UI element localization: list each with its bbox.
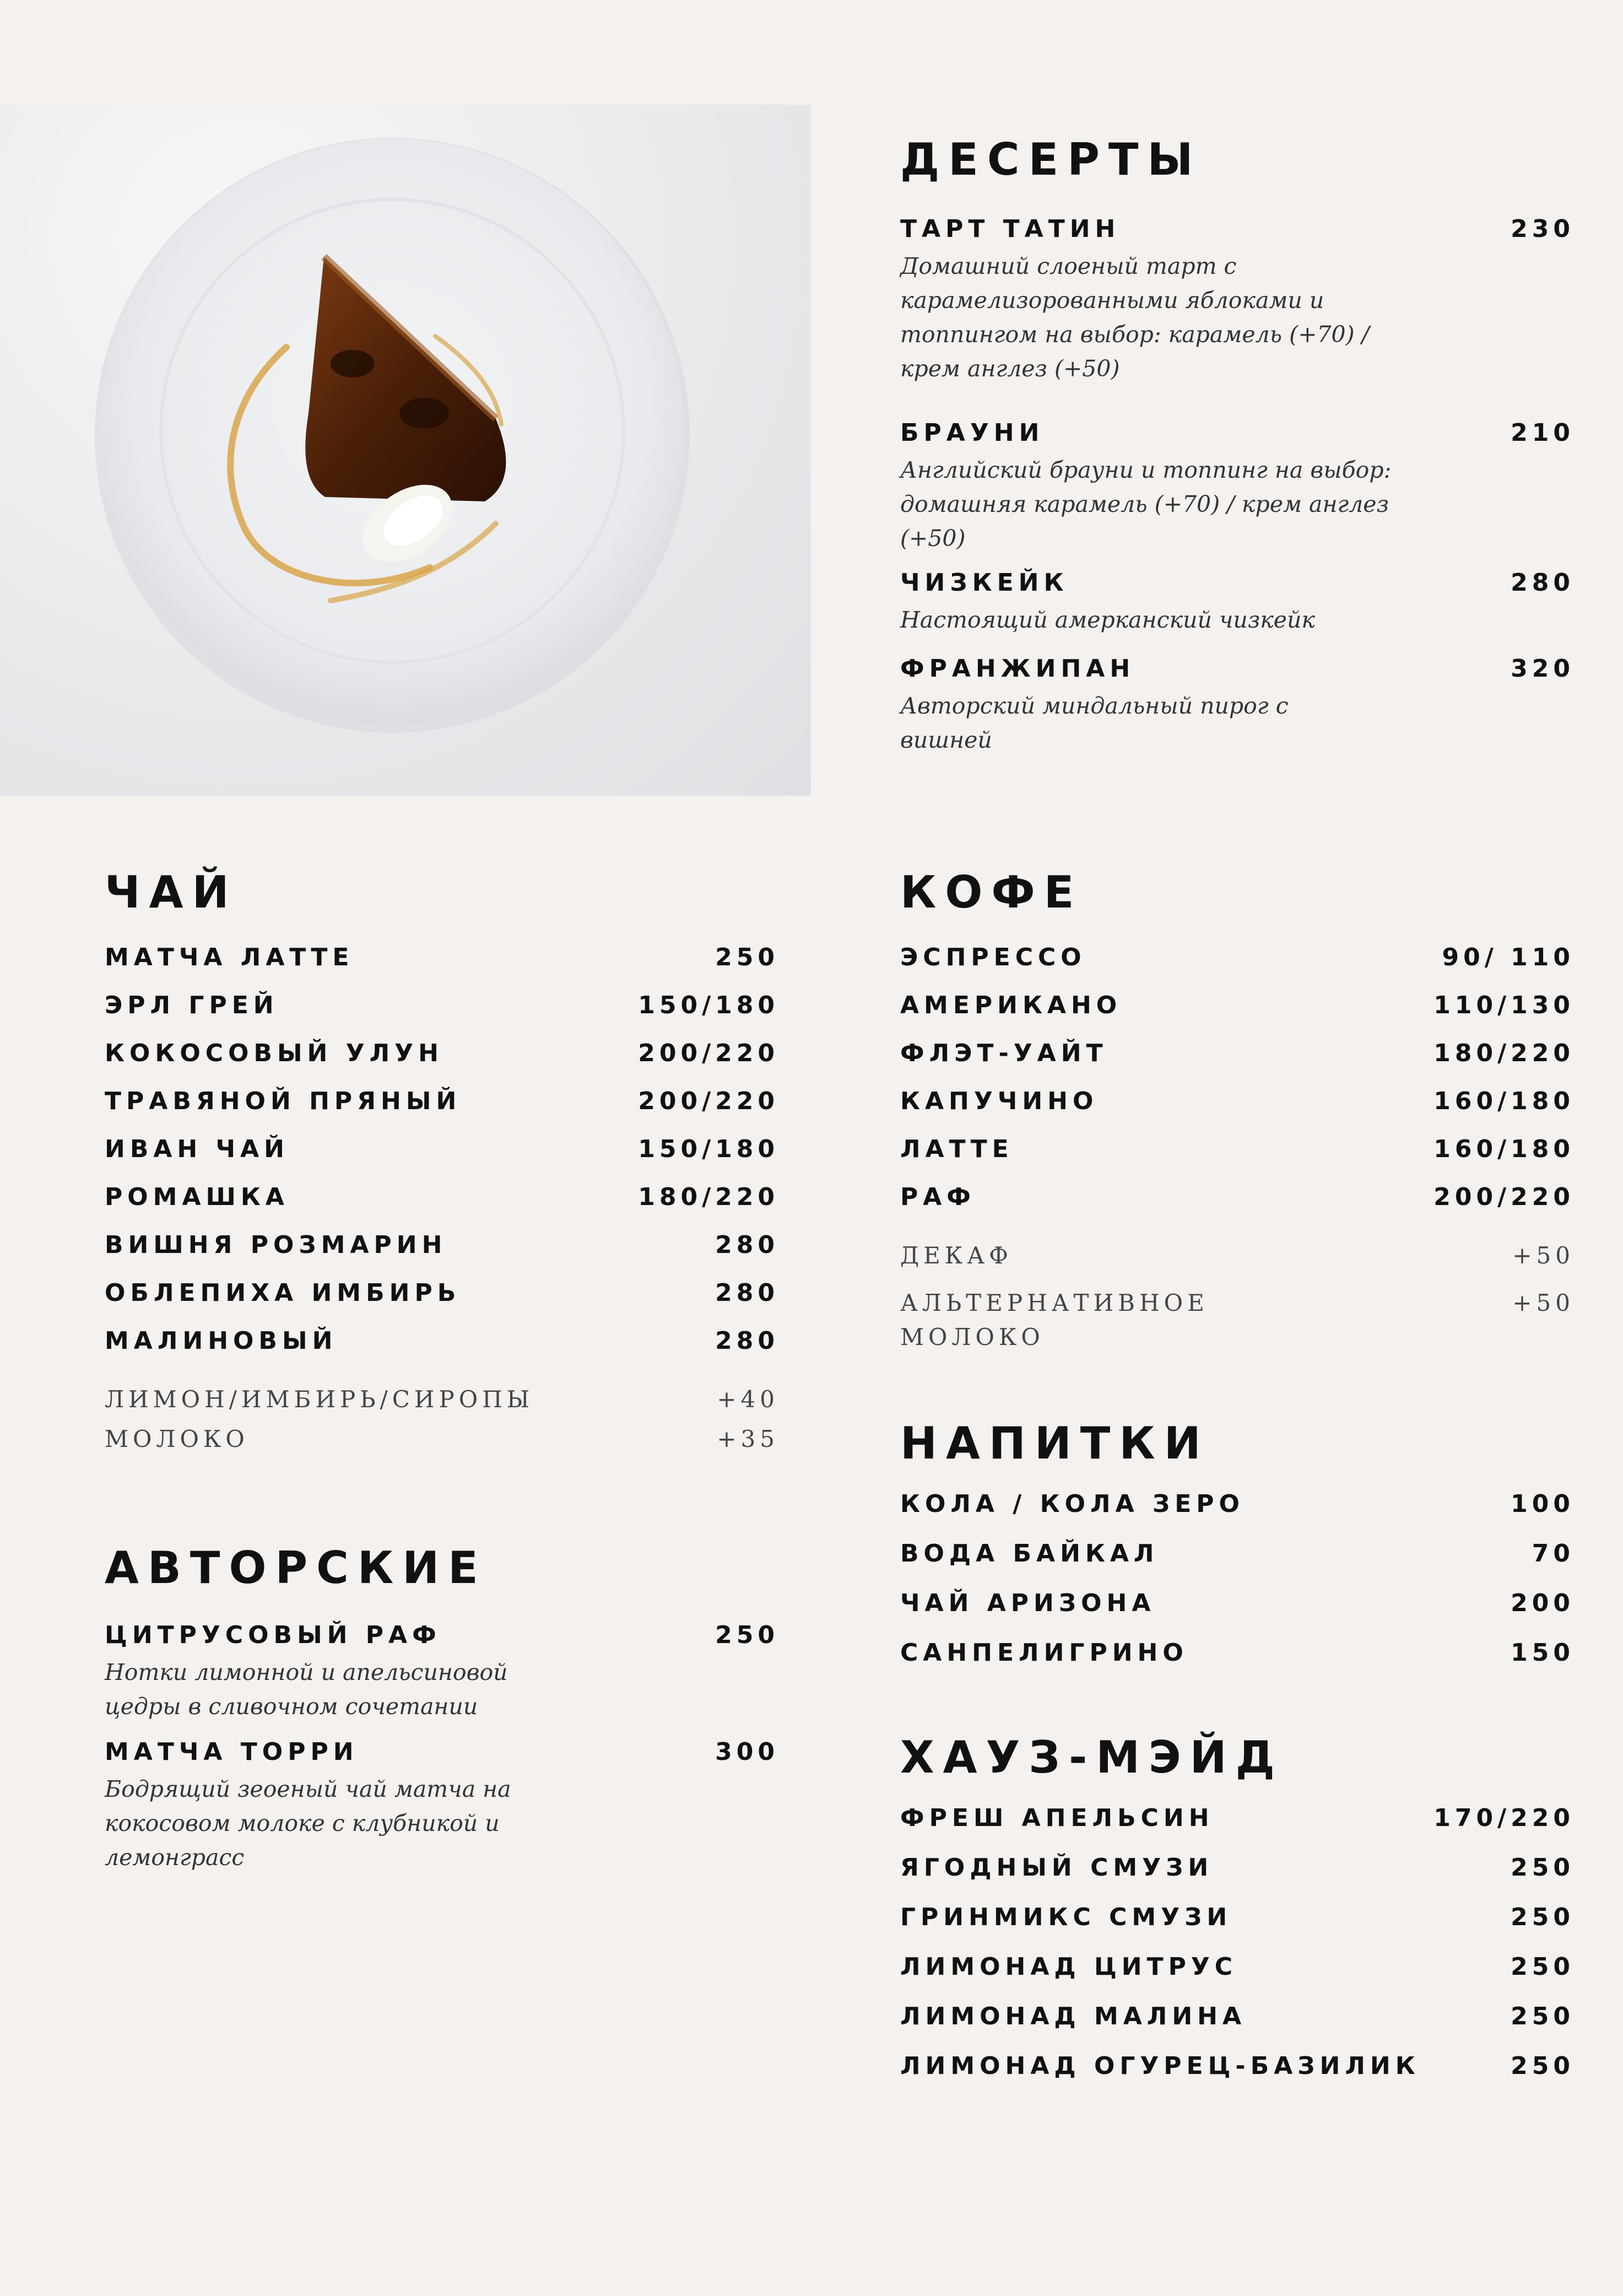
item-name: РОМАШКА bbox=[105, 1183, 289, 1211]
menu-item bbox=[900, 1639, 1575, 1688]
menu-item bbox=[105, 1039, 779, 1087]
coffee-title: КОФЕ bbox=[900, 867, 1083, 918]
item-price: 280 bbox=[715, 1279, 779, 1307]
drinks-section bbox=[900, 1418, 1575, 1688]
item-name: ИВАН ЧАЙ bbox=[105, 1135, 289, 1163]
item-price: 150/180 bbox=[638, 991, 779, 1019]
item-price: 150 bbox=[1511, 1639, 1575, 1667]
menu-item bbox=[900, 1539, 1575, 1589]
item-price: 160/180 bbox=[1433, 1135, 1575, 1163]
item-name: ВИШНЯ РОЗМАРИН bbox=[105, 1231, 447, 1259]
item-name: КОКОСОВЫЙ УЛУН bbox=[105, 1039, 443, 1067]
item-price: 200 bbox=[1511, 1589, 1575, 1617]
item-name: ФРАНЖИПАН bbox=[900, 655, 1135, 683]
item-price: 170/220 bbox=[1433, 1804, 1575, 1832]
item-price: 250 bbox=[1511, 1854, 1575, 1882]
item-name: ТРАВЯНОЙ ПРЯНЫЙ bbox=[105, 1087, 462, 1115]
item-name: ЛИМОНАД ОГУРЕЦ-БАЗИЛИК bbox=[900, 2052, 1420, 2080]
item-name: МАЛИНОВЫЙ bbox=[105, 1327, 338, 1355]
drinks-title: НАПИТКИ bbox=[900, 1418, 1210, 1469]
menu-item bbox=[105, 943, 779, 991]
menu-extra bbox=[900, 1286, 1575, 1358]
item-description: Английский брауни и топпинг на выбор: домашняя карамель (+70) / крем англез (+50) bbox=[900, 457, 1392, 552]
item-price: 250 bbox=[715, 943, 779, 971]
menu-item bbox=[900, 2052, 1575, 2101]
menu-item bbox=[900, 943, 1575, 991]
item-name: ЛИМОНАД МАЛИНА bbox=[900, 2002, 1247, 2030]
menu-item bbox=[900, 569, 1575, 655]
item-price: 300 bbox=[715, 1738, 779, 1766]
item-name: САНПЕЛИГРИНО bbox=[900, 1639, 1188, 1667]
extra-price: +35 bbox=[717, 1425, 779, 1452]
item-name: КОЛА / КОЛА ЗЕРО bbox=[900, 1490, 1245, 1518]
item-name: ЭСПРЕССО bbox=[900, 943, 1086, 971]
item-name: ФЛЭТ-УАЙТ bbox=[900, 1039, 1108, 1067]
item-price: 280 bbox=[715, 1327, 779, 1355]
item-description: Настоящий амерканский чизкейк bbox=[900, 607, 1315, 633]
menu-item bbox=[900, 1183, 1575, 1231]
signature-section bbox=[105, 1542, 779, 1874]
item-name: ЦИТРУСОВЫЙ РАФ bbox=[105, 1621, 441, 1649]
item-name: ТАРТ ТАТИН bbox=[900, 215, 1121, 243]
item-description: Нотки лимонной и апельсиновой цедры в сливочном сочетании bbox=[105, 1659, 508, 1720]
menu-item bbox=[900, 215, 1575, 419]
item-price: 110/130 bbox=[1433, 991, 1575, 1019]
menu-item bbox=[900, 1135, 1575, 1183]
desserts-title: ДЕСЕРТЫ bbox=[900, 134, 1202, 185]
menu-extra bbox=[105, 1382, 779, 1422]
item-name: ЯГОДНЫЙ СМУЗИ bbox=[900, 1854, 1214, 1882]
menu-item bbox=[900, 991, 1575, 1039]
item-name: БРАУНИ bbox=[900, 419, 1045, 447]
item-price: 200/220 bbox=[1433, 1183, 1575, 1211]
menu-item bbox=[900, 1854, 1575, 1903]
item-price: 180/220 bbox=[1433, 1039, 1575, 1067]
menu-item bbox=[900, 2002, 1575, 2052]
item-name: МАТЧА ТОРРИ bbox=[105, 1738, 359, 1766]
menu-item bbox=[900, 655, 1575, 757]
item-name: ВОДА БАЙКАЛ bbox=[900, 1539, 1159, 1568]
item-description: Домашний слоеный тарт с карамелизорованными яблоками и топпингом на выбор: карамель (+70) / крем англез (+50) bbox=[900, 253, 1370, 382]
item-price: 150/180 bbox=[638, 1135, 779, 1163]
item-price: 200/220 bbox=[638, 1087, 779, 1115]
item-price: 250 bbox=[715, 1621, 779, 1649]
item-description: Бодрящий зеоеный чай матча на кокосовом молоке с клубникой и лемонграсс bbox=[105, 1776, 511, 1871]
menu-item bbox=[105, 1279, 779, 1327]
item-price: 280 bbox=[715, 1231, 779, 1259]
menu-item bbox=[105, 1231, 779, 1279]
menu-item bbox=[105, 1183, 779, 1231]
item-price: 230 bbox=[1511, 215, 1575, 243]
item-price: 200/220 bbox=[638, 1039, 779, 1067]
menu-item bbox=[900, 1589, 1575, 1639]
item-price: 70 bbox=[1532, 1539, 1575, 1568]
extra-name: ДЕКАФ bbox=[900, 1242, 1013, 1269]
tarte-tatin-photo bbox=[0, 105, 811, 796]
signature-title: АВТОРСКИЕ bbox=[105, 1542, 487, 1593]
extra-name: ЛИМОН/ИМБИРЬ/СИРОПЫ bbox=[105, 1386, 534, 1413]
menu-item bbox=[105, 1621, 779, 1738]
menu-item bbox=[900, 1039, 1575, 1087]
menu-extra bbox=[900, 1239, 1575, 1286]
extra-name: МОЛОКО bbox=[105, 1425, 249, 1452]
item-name: ЧИЗКЕЙК bbox=[900, 569, 1069, 597]
item-name: ЭРЛ ГРЕЙ bbox=[105, 991, 279, 1019]
item-name: ЧАЙ АРИЗОНА bbox=[900, 1589, 1156, 1617]
extra-price: +50 bbox=[1512, 1289, 1575, 1316]
menu-item bbox=[900, 1087, 1575, 1135]
item-name: МАТЧА ЛАТТЕ bbox=[105, 943, 354, 971]
extra-price: +40 bbox=[717, 1386, 779, 1413]
item-price: 250 bbox=[1511, 1953, 1575, 1981]
menu-item bbox=[105, 1327, 779, 1375]
menu-item bbox=[900, 1490, 1575, 1539]
extra-price: +50 bbox=[1512, 1242, 1575, 1269]
item-name: ГРИНМИКС СМУЗИ bbox=[900, 1903, 1232, 1931]
housemade-title: ХАУЗ-МЭЙД bbox=[900, 1732, 1284, 1783]
menu-item bbox=[105, 1135, 779, 1183]
menu-item bbox=[900, 419, 1575, 569]
item-name: АМЕРИКАНО bbox=[900, 991, 1122, 1019]
coffee-section bbox=[900, 867, 1575, 1358]
extra-name: АЛЬТЕРНАТИВНОЕ МОЛОКО bbox=[900, 1289, 1209, 1350]
item-price: 250 bbox=[1511, 1903, 1575, 1931]
item-name: ОБЛЕПИХА ИМБИРЬ bbox=[105, 1279, 461, 1307]
item-price: 280 bbox=[1511, 569, 1575, 597]
dessert-plate-illustration bbox=[0, 105, 811, 796]
menu-item bbox=[105, 1738, 779, 1874]
menu-item bbox=[900, 1903, 1575, 1953]
tea-section bbox=[105, 867, 779, 1462]
item-description: Авторский миндальный пирог с вишней bbox=[900, 693, 1289, 753]
item-price: 320 bbox=[1511, 655, 1575, 683]
item-price: 250 bbox=[1511, 2052, 1575, 2080]
menu-item bbox=[900, 1804, 1575, 1854]
item-price: 90/ 110 bbox=[1442, 943, 1575, 971]
item-price: 250 bbox=[1511, 2002, 1575, 2030]
item-price: 100 bbox=[1511, 1490, 1575, 1518]
tea-title: ЧАЙ bbox=[105, 867, 238, 918]
menu-item bbox=[105, 1087, 779, 1135]
item-name: ЛИМОНАД ЦИТРУС bbox=[900, 1953, 1238, 1981]
item-price: 180/220 bbox=[638, 1183, 779, 1211]
item-name: ЛАТТЕ bbox=[900, 1135, 1014, 1163]
item-price: 160/180 bbox=[1433, 1087, 1575, 1115]
item-name: ФРЕШ АПЕЛЬСИН bbox=[900, 1804, 1214, 1832]
housemade-section bbox=[900, 1732, 1575, 2101]
item-name: РАФ bbox=[900, 1183, 976, 1211]
menu-extra bbox=[105, 1422, 779, 1462]
item-name: КАПУЧИНО bbox=[900, 1087, 1099, 1115]
item-price: 210 bbox=[1511, 419, 1575, 447]
desserts-section bbox=[900, 134, 1575, 757]
menu-item bbox=[105, 991, 779, 1039]
menu-item bbox=[900, 1953, 1575, 2002]
